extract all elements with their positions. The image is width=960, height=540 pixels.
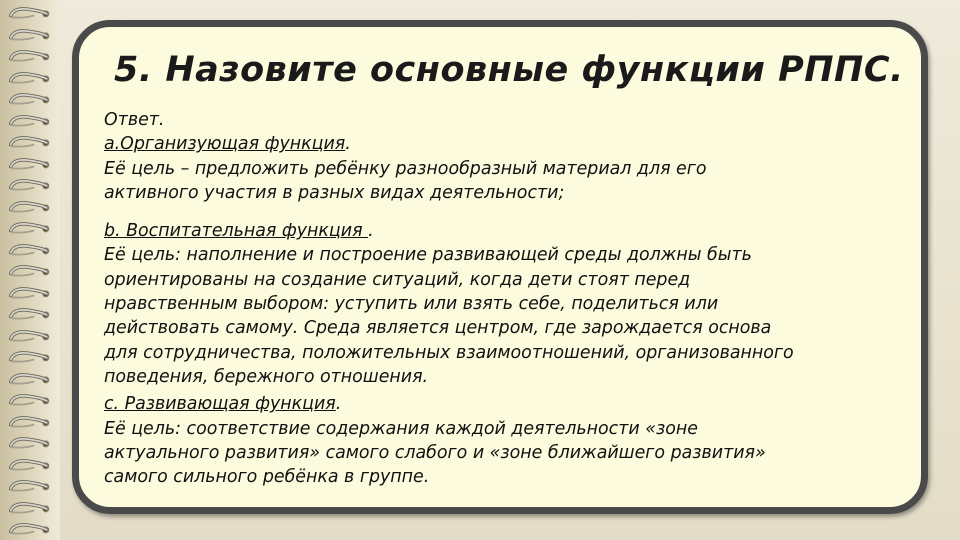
section-b-line-3: нравственным выбором: уступить или взять себе, поделиться или [104, 294, 719, 315]
binding-ring-icon [4, 264, 56, 278]
binding-ring-icon [4, 307, 56, 321]
section-a-heading [104, 132, 914, 156]
section-c-line-3: самого сильного ребёнка в группе. [104, 467, 430, 488]
section-b-line-1: Её цель: наполнение и построение развивающей среды должны быть [104, 245, 752, 266]
binding-ring-icon [4, 200, 56, 214]
section-b-line-4: действовать самому. Среда является центром, где зарождается основа [104, 318, 772, 339]
section-c-title: c. Развивающая функция [104, 394, 336, 415]
section-b-line-2: ориентированы на создание ситуаций, когда дети стоят перед [104, 269, 691, 290]
section-c-line-2: актуального развития» самого слабого и «зоне ближайшего развития» [104, 442, 766, 463]
binding-ring-icon [4, 157, 56, 171]
binding-ring-icon [4, 350, 56, 364]
binding-ring-icon [4, 221, 56, 235]
section-b-line-5: для сотрудничества, положительных взаимоотношений, организованного [104, 342, 794, 363]
section-c-line-1: Её цель: соответствие содержания каждой деятельности «зоне [104, 418, 698, 439]
binding-ring-icon [4, 243, 56, 257]
section-c-heading [104, 392, 914, 416]
binding-ring-icon [4, 479, 56, 493]
binding-ring-icon [4, 114, 56, 128]
section-b-line-6: поведения, бережного отношения. [104, 366, 429, 387]
binding-ring-icon [4, 436, 56, 450]
binding-ring-icon [4, 458, 56, 472]
slide-title: 5. Назовите основные функции РППС. [114, 50, 904, 90]
section-b-title: b. Воспитательная функция [104, 221, 369, 242]
section-a-line-2: активного участия в разных видах деятельности; [104, 182, 565, 203]
binding-ring-icon [4, 92, 56, 106]
binding-ring-icon [4, 372, 56, 386]
binding-ring-icon [4, 28, 56, 42]
binding-ring-icon [4, 71, 56, 85]
section-b-title-dot: . [368, 221, 374, 242]
binding-ring-icon [4, 286, 56, 300]
binding-ring-icon [4, 415, 56, 429]
section-a-title-dot: . [345, 134, 351, 155]
section-a-line-1: Её цель – предложить ребёнку разнообразный материал для его [104, 158, 707, 179]
binding-ring-icon [4, 178, 56, 192]
binding-ring-icon [4, 135, 56, 149]
answer-label: Ответ. [104, 110, 165, 130]
section-c-title-dot: . [335, 394, 342, 415]
answer-body [104, 108, 914, 489]
binding-ring-icon [4, 522, 56, 536]
spiral-binding-icon [0, 0, 60, 540]
binding-ring-icon [4, 501, 56, 515]
binding-ring-icon [4, 393, 56, 407]
section-b-heading [104, 219, 914, 243]
binding-ring-icon [4, 6, 56, 20]
section-a-title: а.Организующая функция [104, 134, 346, 155]
binding-ring-icon [4, 329, 56, 343]
binding-ring-icon [4, 49, 56, 63]
